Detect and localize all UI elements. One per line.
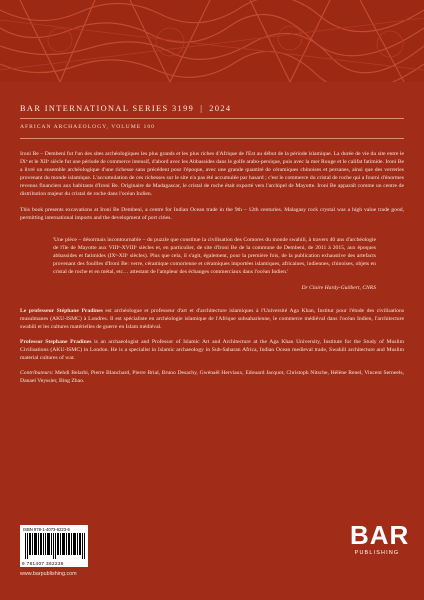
- logo-subtitle: PUBLISHING: [354, 550, 400, 556]
- bio-english: [20, 338, 404, 362]
- series-separator: |: [200, 104, 204, 113]
- bio-english-name: Professor Stephane Pradines: [20, 339, 92, 346]
- contributors-label: Contributeurs: [20, 370, 52, 377]
- series-year: 2024: [209, 104, 232, 113]
- author-bios: [20, 307, 404, 386]
- series-line: [20, 104, 404, 113]
- series-name: BAR INTERNATIONAL SERIES 3199: [20, 104, 195, 113]
- quote-attribution: Dr Claire Hardy-Guilbert, CNRS: [301, 284, 376, 291]
- barcode-icon: [25, 533, 85, 559]
- blurb-english: This book presents excavations at Ironi Be Dembeni, a centre for Indian Ocean trade in the 9th – 12th centuries. Malagasy rock crystal was a high value trade good, permitting international imports and the development of port cities.: [20, 206, 404, 221]
- publisher-website[interactable]: www.barpublishing.com: [20, 571, 77, 577]
- logo-mark: BAR: [350, 520, 410, 550]
- isbn-barcode: [20, 525, 88, 567]
- bio-french-text: est archéologue et professeur d'art et d'architecture islamiques à l'Université Aga Khan, Institut pour l'étude des civilisations musulmanes (AKU-ISMC) à Londres. Il est spécialiste en archéologie islamique de l'Afrique subsaharienne, le commerce médiéval dans l'océan Indien, l'architecture swahili et les cultures matérielles de guerre en Islam médiéval.: [20, 307, 405, 330]
- blurb-french: Ironi Be – Dembeni fut l'un des sites archéologiques les plus grands et les plus riches d'Afrique de l'Est au début de la période islamique. La durée de vie du site entre le IXᵉ et le XIIᵉ siècle fut une période de commerce intensif, d'abord avec les Abbassides dans le golfe arabo-persique, puis avec la mer Rouge et le califat fatimide. Ironi Be a livré un ensemble archéologique d'une richesse sans précédent pour l'époque, avec une grande quantité de céramiques chinoises et persanes, ainsi que des verreries provenant du monde islamique. L'accumulation de ces richesses sur le site n'a pas été accumulée par hasard ; c'est le commerce du cristal de roche qui a fourni d'énormes revenus financiers aux habitants d'Ironi Be. Originaire de Madagascar, le cristal de roche était exporté vers l'archipel de Mayotte. Ironi Be apparaît comme un centre de distribution majeur du cristal de roche dans l'océan Indien.: [20, 151, 404, 198]
- contributors-text: : Mehdi Belarbi, Pierre Blanchard, Pierre Brial, Bruno Desachy, Gwénaël Herviaux, Edouard Jacquot, Christoph Nitsche, Hélène Renel, Vincent Serneels, Danael Veyssier, Bing Zhao.: [20, 370, 404, 385]
- quote-text: 'Une pièce – désormais incontournable – du puzzle que constitue la civilisation des Comores du monde swahili, à travers 40 ans d'archéologie de l'île de Mayotte aux VIIIᵉ-XVIIIᵉ siècles et, en particulier, de site d'Ironi Be de la commune de Dembeni, de 2011 à 2015, aux époques abbassides et fatimides (IXᵉ-XIIᵉ siècles). Plus que cela, il s'agit, également, pour la première fois, de la publication exhaustive des artefacts provenant des fouilles d'Ironi Be: verre, céramique comorienne et céramiques importées islamiques, africaines, indiennes, chinoises, objets en cristal de roche et en métal, etc… attestant de l'ampleur des échanges commerciaux dans l'océan Indien.': [53, 236, 376, 275]
- series-rule-top: [20, 118, 404, 119]
- endorsement-quote: [20, 234, 404, 291]
- series-rule-bottom: [20, 138, 404, 139]
- back-cover-text: [20, 150, 404, 386]
- barcode-digits: 9 781407 362236: [22, 561, 64, 566]
- series-volume: AFRICAN ARCHAEOLOGY, VOLUME 100: [20, 124, 155, 130]
- bio-english-text: is an archaeologist and Professor of Islamic Art and Architecture at the Aga Khan University, Institute for the Study of Muslim Civilisations (AKU-ISMC) in London. He is a specialist in Islamic archaeology in Sub-Saharan Africa, Indian Ocean medieval trade, Swahili architecture and Muslim material cultures of war.: [20, 339, 405, 362]
- contributors: [20, 369, 404, 385]
- decorative-pattern-band: [0, 0, 424, 82]
- bio-french: [20, 307, 404, 331]
- isbn-text: ISBN 978-1-4073-6223-6: [23, 527, 70, 532]
- bar-publishing-logo: [350, 520, 410, 556]
- bio-french-name: Le professeur Stéphane Pradines: [20, 307, 103, 314]
